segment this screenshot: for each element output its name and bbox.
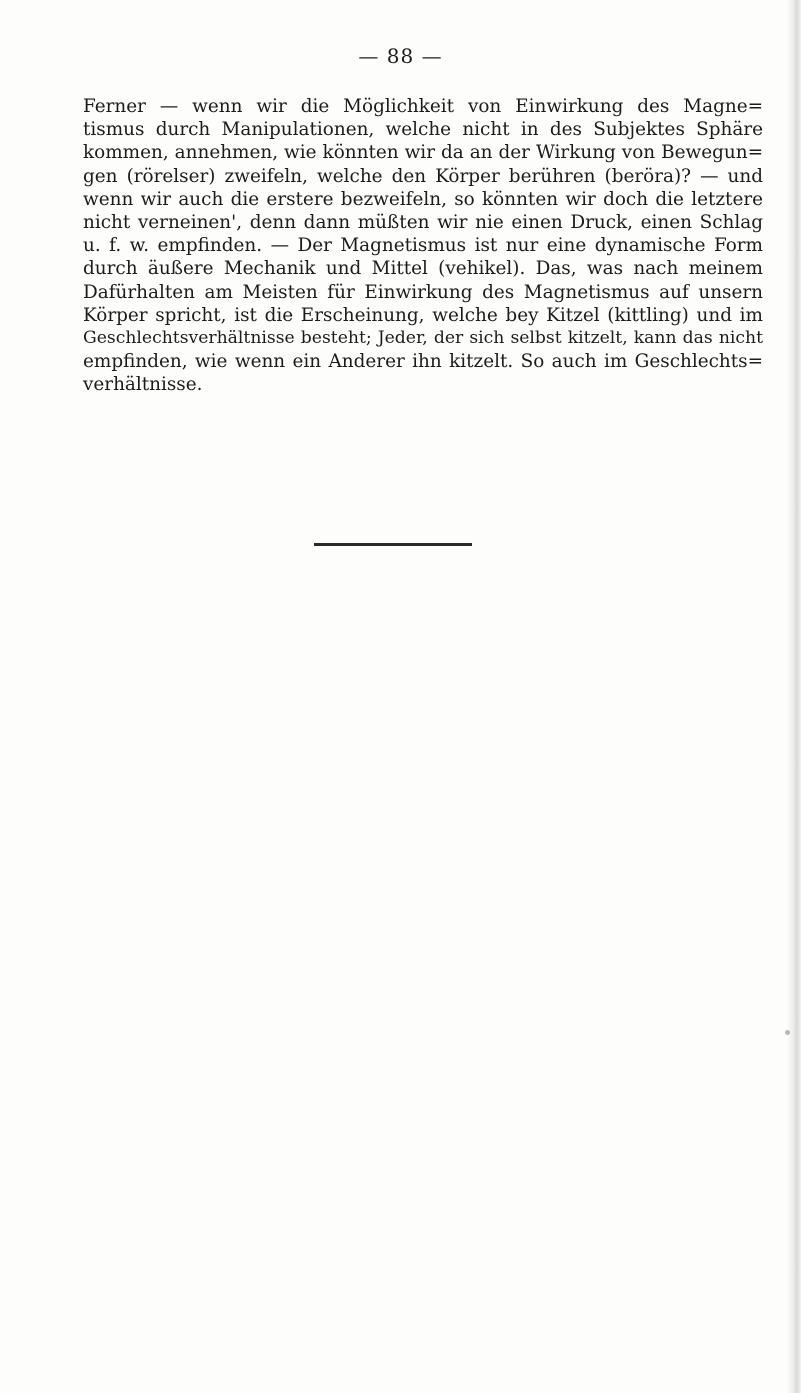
section-divider xyxy=(314,543,472,546)
page-number: — 88 — xyxy=(358,44,443,68)
paper-speck xyxy=(785,1030,790,1035)
text-line: Ferner — wenn wir die Möglichkeit von Einwirkung des Magne= xyxy=(83,96,763,117)
text-line: Körper spricht, ist die Erscheinung, welche bey Kitzel (kittling) und im xyxy=(83,304,763,326)
text-line: empfinden, wie wenn ein Anderer ihn kitzelt. So auch im Geschlechts= xyxy=(83,351,763,373)
text-line: Dafürhalten am Meisten für Einwirkung des Magnetismus auf unsern xyxy=(83,281,763,303)
text-line: kommen, annehmen, wie könnten wir da an der Wirkung von Bewegun= xyxy=(83,142,763,164)
text-line: u. f. w. empfinden. — Der Magnetismus ist nur eine dynamische Form xyxy=(83,235,763,257)
text-line: Geschlechtsverhältnisse besteht; Jeder, der sich selbst kitzelt, kann das nicht xyxy=(83,327,763,348)
text-line: nicht verneinen', denn dann müßten wir nie einen Druck, einen Schlag xyxy=(83,211,763,233)
text-line: wenn wir auch die erstere bezweifeln, so könnten wir doch die letztere xyxy=(83,188,763,210)
text-line: verhältnisse. xyxy=(83,374,203,396)
page-edge-shadow xyxy=(787,0,801,1393)
text-line: gen (rörelser) zweifeln, welche den Körper berühren (beröra)? — und xyxy=(83,165,763,187)
body-paragraph xyxy=(83,95,763,396)
text-line: durch äußere Mechanik und Mittel (vehikel). Das, was nach meinem xyxy=(83,258,763,280)
text-line: tismus durch Manipulationen, welche nicht in des Subjektes Sphäre xyxy=(83,119,763,141)
